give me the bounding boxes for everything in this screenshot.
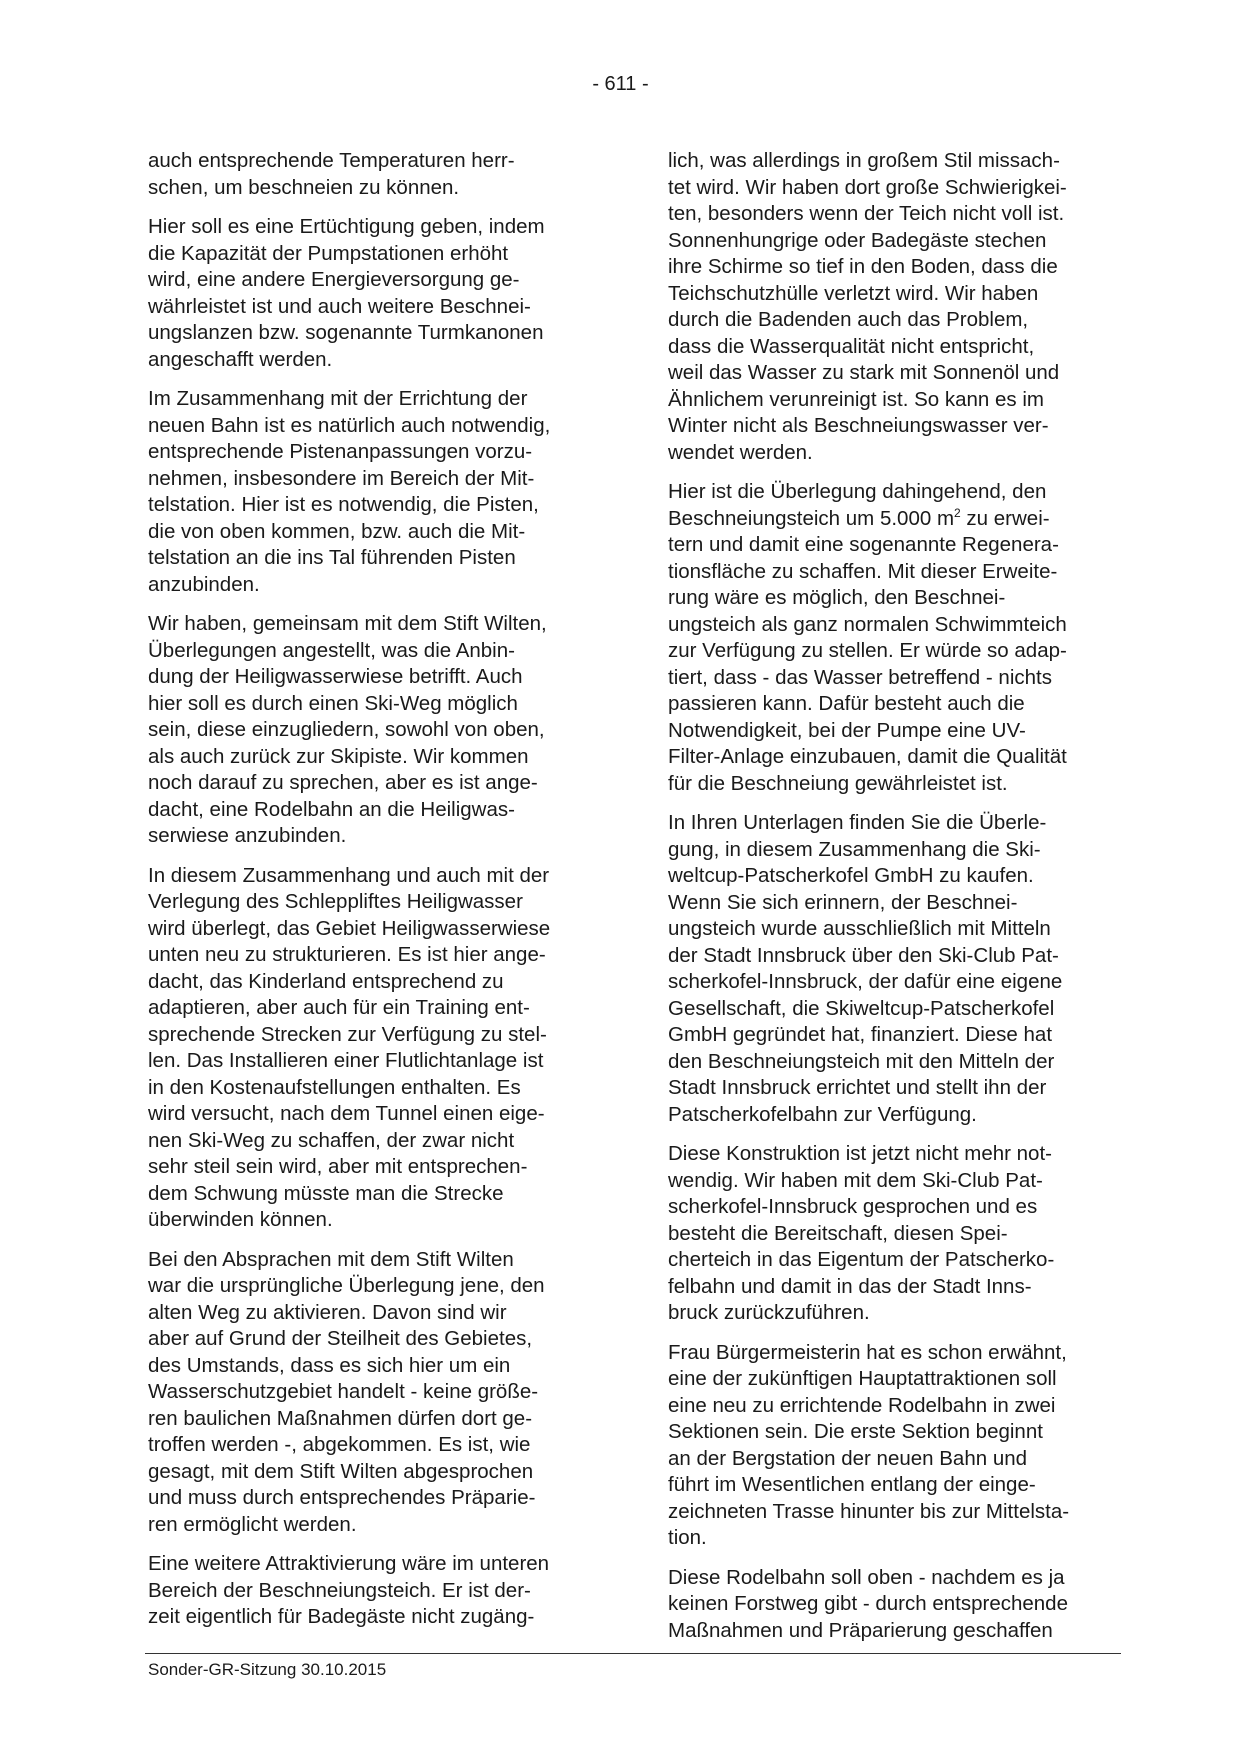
paragraph: lich, was allerdings in großem Stil missach- tet wird. Wir haben dort große Schwierigkei- ten, besonders wenn der Teich nicht voll ist. Sonnenhungrige oder Badegäste stechen ihre Schirme so tief in den Boden, dass die Teichschutzhülle verletzt wird. Wir haben durch die Badenden auch das Problem, dass die Wasserqualität nicht entspricht, weil das Wasser zu stark mit Sonnenöl und Ähnlichem verunreinigt ist. So kann es im Winter nicht als Beschneiungswasser ver- wendet werden. [668, 149, 1067, 464]
paragraph: auch entsprechende Temperaturen herr- schen, um beschneien zu können. [148, 149, 515, 199]
paragraph: Diese Rodelbahn soll oben - nachdem es ja keinen Forstweg gibt - durch entsprechende Maßnahmen und Präparierung geschaffen [668, 1565, 1068, 1642]
paragraph: In diesem Zusammenhang und auch mit der Verlegung des Schleppliftes Heiligwasser wird überlegt, das Gebiet Heiligwasserwiese unten neu zu strukturieren. Es ist hier ange- dacht, das Kinderland entsprechend zu adaptieren, aber auch für ein Training ent- sprechende Strecken zur Verfügung zu stel- len. Das Installieren einer Flutlichtanlage ist in den Kostenaufstellungen enthalten. Es wird versucht, nach dem Tunnel einen eige- nen Ski-Weg zu schaffen, der zwar nicht sehr steil sein wird, aber mit entsprechen- dem Schwung müsste man die Strecke überwinden können. [148, 863, 551, 1231]
paragraph-text-start: Hier ist die Überlegung dahingehend, den Beschneiungsteich um 5.000 m [668, 480, 1047, 530]
paragraph: Eine weitere Attraktivierung wäre im unteren Bereich der Beschneiungsteich. Er ist der- zeit eigentlich für Badegäste nicht zugäng- [148, 1552, 550, 1628]
footer-divider [145, 1653, 1121, 1654]
page-number: - 611 - [592, 73, 649, 95]
paragraph: Wir haben, gemeinsam mit dem Stift Wilten, Überlegungen angestellt, was die Anbin- dung der Heiligwasserwiese betrifft. Auch hier soll es durch einen Ski-Weg möglich sein, diese einzugliedern, sowohl von oben, als auch zurück zur Skipiste. Wir kommen noch darauf zu sprechen, aber es ist ange- dacht, eine Rodelbahn an die Heiligwas- serwiese anzubinden. [148, 612, 547, 847]
paragraph: Diese Konstruktion ist jetzt nicht mehr not- wendig. Wir haben mit dem Ski-Club Pat- scherkofel-Innsbruck gesprochen und es besteht die Bereitschaft, diesen Spei- cherteich in das Eigentum der Patscherko- felbahn und damit in das der Stadt Inns- bruck zurückzuführen. [668, 1142, 1055, 1324]
right-text-column [668, 148, 1118, 1657]
paragraph: Frau Bürgermeisterin hat es schon erwähnt, eine der zukünftigen Hauptattraktionen soll eine neu zu errichtende Rodelbahn in zwei Sektionen sein. Die erste Sektion beginnt an der Bergstation der neuen Bahn und führt im Wesentlichen entlang der einge- zeichneten Trasse hinunter bis zur Mittelsta- tion. [668, 1340, 1070, 1549]
paragraph: In Ihren Unterlagen finden Sie die Überle- gung, in diesem Zusammenhang die Ski- weltcup-Patscherkofel GmbH zu kaufen. Wenn Sie sich erinnern, der Beschnei- ungsteich wurde ausschließlich mit Mitteln der Stadt Innsbruck über den Ski-Club Pat- scherkofel-Innsbruck, der dafür eine eigene Gesellschaft, die Skiweltcup-Patscherkofel GmbH gegründet hat, finanziert. Diese hat den Beschneiungsteich mit den Mitteln der Stadt Innsbruck errichtet und stellt ihn der Patscherkofelbahn zur Verfügung. [668, 811, 1063, 1126]
footer-session-label: Sonder-GR-Sitzung 30.10.2015 [148, 1660, 387, 1679]
paragraph: Bei den Absprachen mit dem Stift Wilten war die ursprüngliche Überlegung jene, den alten Weg zu aktivieren. Davon sind wir aber auf Grund der Steilheit des Gebietes, des Umstands, dass es sich hier um ein Wasserschutzgebiet handelt - keine größe- ren baulichen Maßnahmen dürfen dort ge- troffen werden -, abgekommen. Es ist, wie gesagt, mit dem Stift Wilten abgesprochen und muss durch entsprechendes Präparie- ren ermöglicht werden. [148, 1247, 545, 1536]
superscript: 2 [954, 505, 961, 520]
left-text-column [148, 148, 598, 1644]
paragraph-with-superscript [668, 479, 1118, 797]
paragraph: Hier soll es eine Ertüchtigung geben, indem die Kapazität der Pumpstationen erhöht wird, eine andere Energieversorgung ge- währleistet ist und auch weitere Beschnei- ungslanzen bzw. sogenannte Turmkanonen angeschafft werden. [148, 215, 545, 371]
paragraph: Im Zusammenhang mit der Errichtung der neuen Bahn ist es natürlich auch notwendig, entsprechende Pistenanpassungen vorzu- nehmen, insbesondere im Bereich der Mit- telstation. Hier ist es notwendig, die Pisten, die von oben kommen, bzw. auch die Mit- telstation an die ins Tal führenden Pisten anzubinden. [148, 387, 551, 596]
paragraph-text-end: zu erwei- tern und damit eine sogenannte Regenera- tionsfläche zu schaffen. Mit dieser Erweite- rung wäre es möglich, den Beschnei- ungsteich als ganz normalen Schwimmteich zur Verfügung zu stellen. Er würde so adap- tiert, dass - das Wasser betreffend - nichts passieren kann. Dafür besteht auch die Notwendigkeit, bei der Pumpe eine UV- Filter-Anlage einzubauen, damit die Qualität für die Beschneiung gewährleistet ist. [668, 506, 1067, 795]
